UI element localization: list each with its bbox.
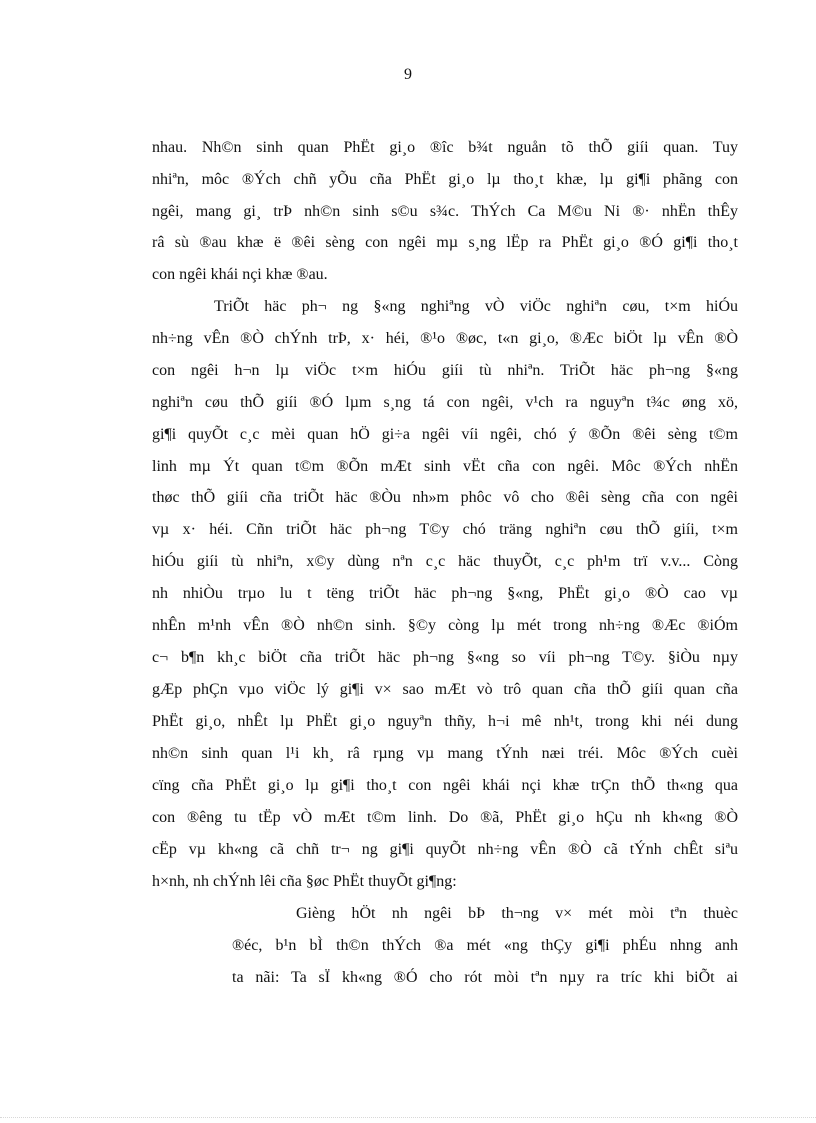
text-line: c¬ b¶n kh¸c biÖt cña triÕt häc ph¬ng §«ng so víi ph¬ng T©y. §iÒu nµy (152, 649, 738, 666)
text-line: con ngêi khái nçi khæ ®au. (152, 266, 328, 283)
text-line: nh©n sinh quan l¹i kh¸ râ rµng vµ mang tÝnh næi tréi. Môc ®Ých cuèi (152, 745, 738, 762)
text-line: ngêi, mang gi¸ trÞ nh©n sinh s©u s¾c. ThÝch Ca M©u Ni ®· nhËn thÊy (152, 203, 738, 220)
text-line: cïng cña PhËt gi¸o lµ gi¶i tho¸t con ngêi khái nçi khæ trÇn thÕ th«ng qua (152, 777, 738, 794)
text-line: hiÓu giíi tù nhiªn, x©y dùng nªn c¸c häc thuyÕt, c¸c ph¹m trï v.v... Còng (152, 553, 738, 570)
text-line: cËp vµ kh«ng cã chñ tr¬ ng gi¶i quyÕt nh÷ng vÊn ®Ò cã tÝnh chÊt siªu (152, 841, 738, 858)
text-line: vµ x· héi. Cñn triÕt häc ph¬ng T©y chó träng nghiªn cøu thÕ giíi, t×m (152, 521, 738, 538)
text-line: râ sù ®au khæ ë ®êi sèng con ngêi mµ s¸ng lËp ra PhËt gi¸o ®Ó gi¶i tho¸t (152, 234, 738, 251)
text-line: gi¶i quyÕt c¸c mèi quan hÖ gi÷a ngêi víi ngêi, chó ý ®Õn ®êi sèng t©m (152, 426, 738, 443)
text-line: h×nh, nh chÝnh lêi cña §øc PhËt thuyÕt gi¶ng: (152, 873, 457, 890)
text-line: thøc thÕ giíi cña triÕt häc ®Òu nh»m phôc vô cho ®êi sèng cña con ngêi (152, 489, 738, 506)
text-line: con ngêi h¬n lµ viÖc t×m hiÓu giíi tù nhiªn. TriÕt häc ph¬ng §«ng (152, 362, 738, 379)
quote-line: ta nãi: Ta sÏ kh«ng ®Ó cho rót mòi tªn nµy ra tríc khi biÕt ai (232, 969, 738, 986)
text-line: nhau. Nh©n sinh quan PhËt gi¸o ®îc b¾t nguån tõ thÕ giíi quan. Tuy (152, 139, 738, 156)
text-line: nhiªn, môc ®Ých chñ yÕu cña PhËt gi¸o lµ tho¸t khæ, lµ gi¶i phãng con (152, 171, 738, 188)
page-bottom-divider (0, 1117, 816, 1119)
text-line: nhÊn m¹nh vÊn ®Ò nh©n sinh. §©y còng lµ mét trong nh÷ng ®Æc ®iÓm (152, 617, 738, 634)
text-line: linh mµ Ýt quan t©m ®Õn mÆt sinh vËt cña con ngêi. Môc ®Ých nhËn (152, 458, 738, 475)
text-line: con ®êng tu tËp vÒ mÆt t©m linh. Do ®ã, PhËt gi¸o hÇu nh kh«ng ®Ò (152, 809, 738, 826)
page-number: 9 (404, 66, 412, 83)
quote-line: Gièng hÖt nh ngêi bÞ th¬ng v× mét mòi tªn thuèc (296, 905, 738, 922)
text-line: nghiªn cøu thÕ giíi ®Ó lµm s¸ng tá con ngêi, v¹ch ra nguyªn t¾c øng xö, (152, 394, 738, 411)
text-line: nh nhiÒu trµo lu t tëng triÕt häc ph¬ng §«ng, PhËt gi¸o ®Ò cao vµ (152, 585, 738, 602)
text-line: TriÕt häc ph¬ ng §«ng nghiªng vÒ viÖc nghiªn cøu, t×m hiÓu (214, 298, 738, 315)
text-line: nh÷ng vÊn ®Ò chÝnh trÞ, x· héi, ®¹o ®øc, t«n gi¸o, ®Æc biÖt lµ vÊn ®Ò (152, 330, 738, 347)
text-line: PhËt gi¸o, nhÊt lµ PhËt gi¸o nguyªn thñy, h¬i mê nh¹t, trong khi néi dung (152, 713, 738, 730)
text-line: gÆp phÇn vµo viÖc lý gi¶i v× sao mÆt vò trô quan cña thÕ giíi quan cña (152, 681, 738, 698)
quote-line: ®éc, b¹n bÌ th©n thÝch ®a mét «ng thÇy gi¶i phÉu nhng anh (232, 937, 738, 954)
